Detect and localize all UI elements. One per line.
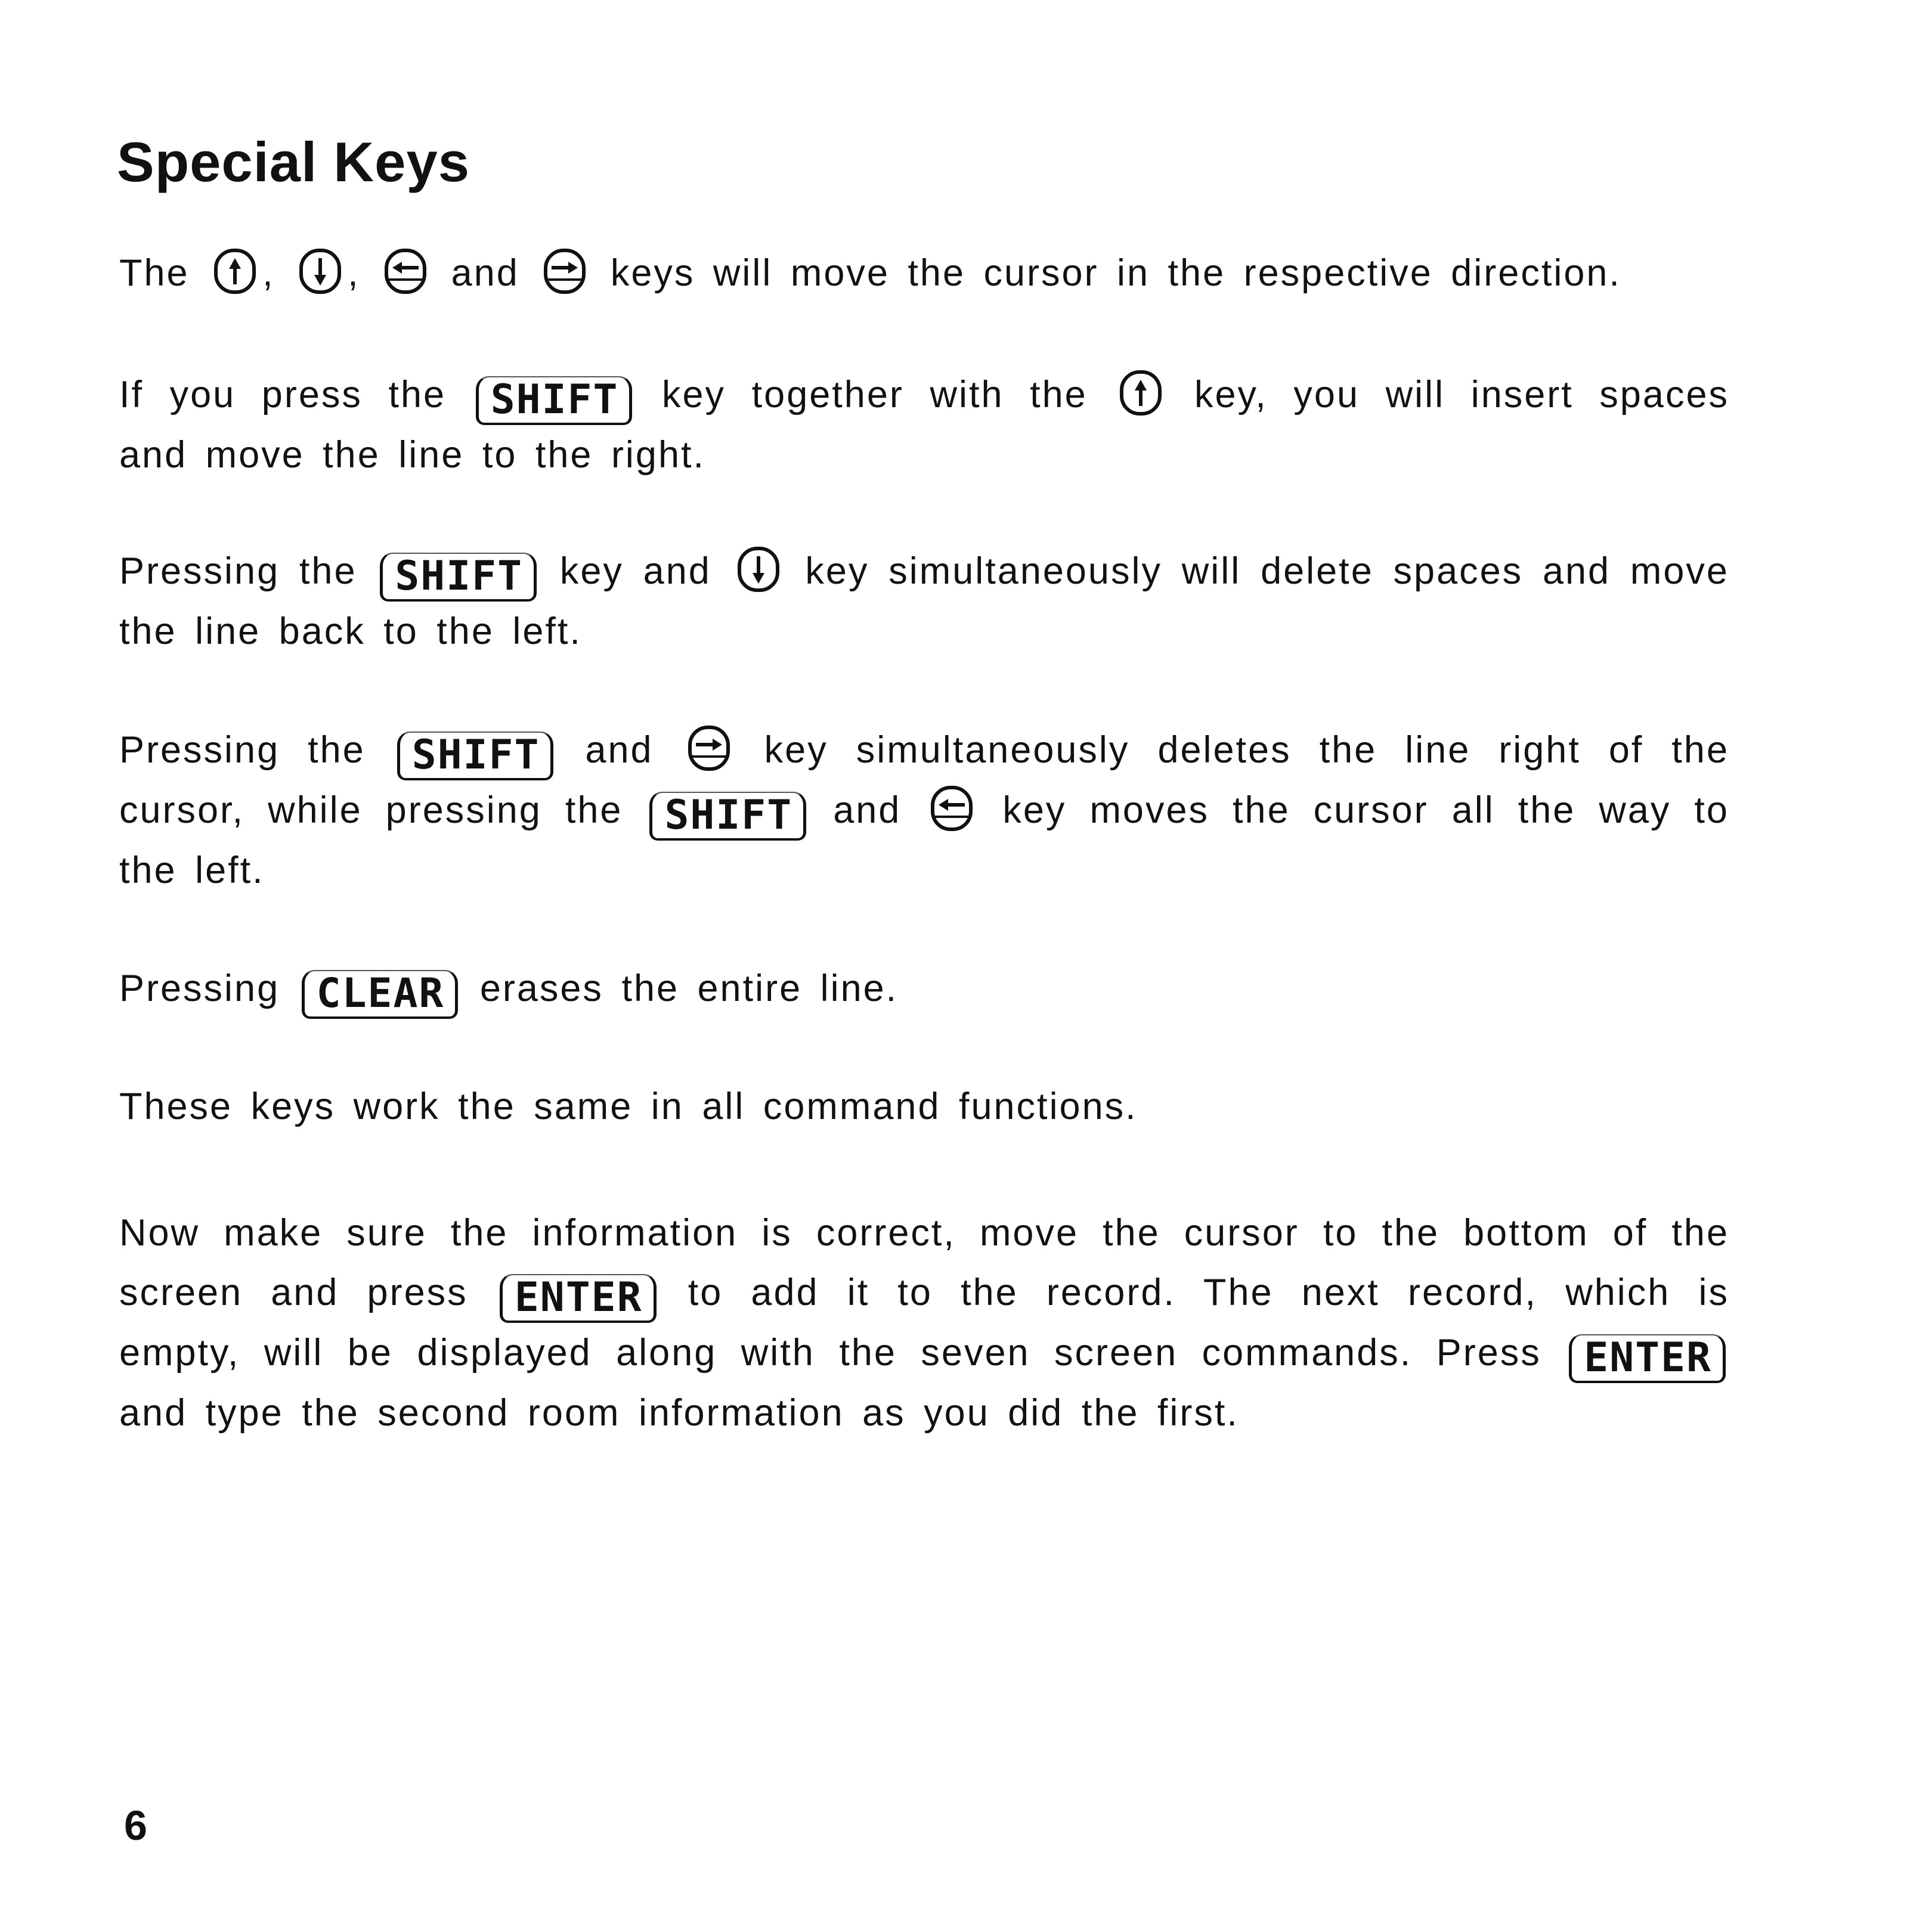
- enter-key: ENTER: [500, 1274, 657, 1323]
- paragraph-arrow-keys: [119, 243, 1729, 303]
- paragraph-line: [119, 541, 1729, 602]
- text-fragment: cursor, while pressing the: [119, 789, 623, 831]
- text-fragment: erases the entire line.: [479, 968, 899, 1009]
- text-fragment: key together with the: [662, 374, 1088, 416]
- left-arrow-key-icon: [929, 785, 974, 832]
- shift-key: SHIFT: [476, 376, 633, 425]
- text-fragment: Pressing the: [119, 729, 366, 771]
- left-arrow-key-icon: [383, 247, 428, 295]
- paragraph-line: and move the line to the right.: [119, 434, 706, 476]
- right-arrow-key-icon: [542, 247, 587, 295]
- paragraph-line: [119, 365, 1729, 425]
- paragraph-line: [119, 1263, 1729, 1323]
- right-arrow-key-icon: [686, 724, 732, 772]
- shift-key: SHIFT: [649, 792, 806, 841]
- text-fragment: and: [833, 789, 902, 831]
- paragraph-delete-spaces: [119, 541, 1729, 661]
- paragraph-command-functions: [119, 1077, 1729, 1136]
- text-fragment: key simultaneously deletes the line right of the: [764, 729, 1730, 771]
- paragraph-line: the line back to the left.: [119, 610, 582, 652]
- text-fragment: key moves the cursor all the way to: [1002, 789, 1729, 831]
- up-arrow-key-icon: [212, 247, 258, 295]
- paragraph-line: and type the second room information as you did the first.: [119, 1392, 1239, 1434]
- text-fragment: to add it to the record. The next record, which is: [688, 1272, 1729, 1313]
- paragraph-insert-spaces: [119, 365, 1729, 485]
- paragraph-line: These keys work the same in all command functions.: [119, 1086, 1138, 1127]
- paragraph-line: Now make sure the information is correct, move the cursor to the bottom of the: [119, 1212, 1729, 1254]
- text-the: The: [119, 252, 190, 294]
- paragraph-line: [119, 780, 1729, 841]
- clear-key: CLEAR: [302, 970, 459, 1019]
- shift-key: SHIFT: [380, 553, 537, 602]
- text-fragment: Pressing the: [119, 550, 357, 592]
- paragraph-enter-record: [119, 1203, 1729, 1443]
- text-comma: ,: [262, 252, 275, 294]
- text-fragment: empty, will be displayed along with the seven screen commands. Press: [119, 1332, 1541, 1374]
- paragraph-line: [119, 243, 1729, 303]
- paragraph-clear: [119, 959, 1729, 1019]
- text-fragment: If you press the: [119, 374, 447, 416]
- shift-key: SHIFT: [397, 732, 554, 780]
- paragraph-line: [119, 959, 1729, 1019]
- page-title: Special Keys: [117, 131, 470, 193]
- text-fragment: key and: [559, 550, 711, 592]
- down-arrow-key-icon: [736, 545, 781, 593]
- paragraph-line: [119, 1323, 1729, 1383]
- text-fragment: Pressing: [119, 968, 280, 1009]
- text-comma: ,: [348, 252, 360, 294]
- down-arrow-key-icon: [298, 247, 343, 295]
- text-and: and: [451, 252, 519, 294]
- up-arrow-key-icon: [1118, 369, 1163, 417]
- paragraph-line: [119, 720, 1729, 780]
- text-fragment: and: [585, 729, 654, 771]
- text-fragment: key, you will insert spaces: [1194, 374, 1729, 416]
- text-fragment: screen and press: [119, 1272, 468, 1313]
- paragraph-delete-line: [119, 720, 1729, 900]
- enter-key: ENTER: [1569, 1334, 1726, 1383]
- text-fragment: key simultaneously will delete spaces and move: [805, 550, 1729, 592]
- paragraph-line: the left.: [119, 850, 265, 891]
- page-number: 6: [124, 1802, 147, 1849]
- text-arrow-keys-description: keys will move the cursor in the respective direction.: [610, 252, 1621, 294]
